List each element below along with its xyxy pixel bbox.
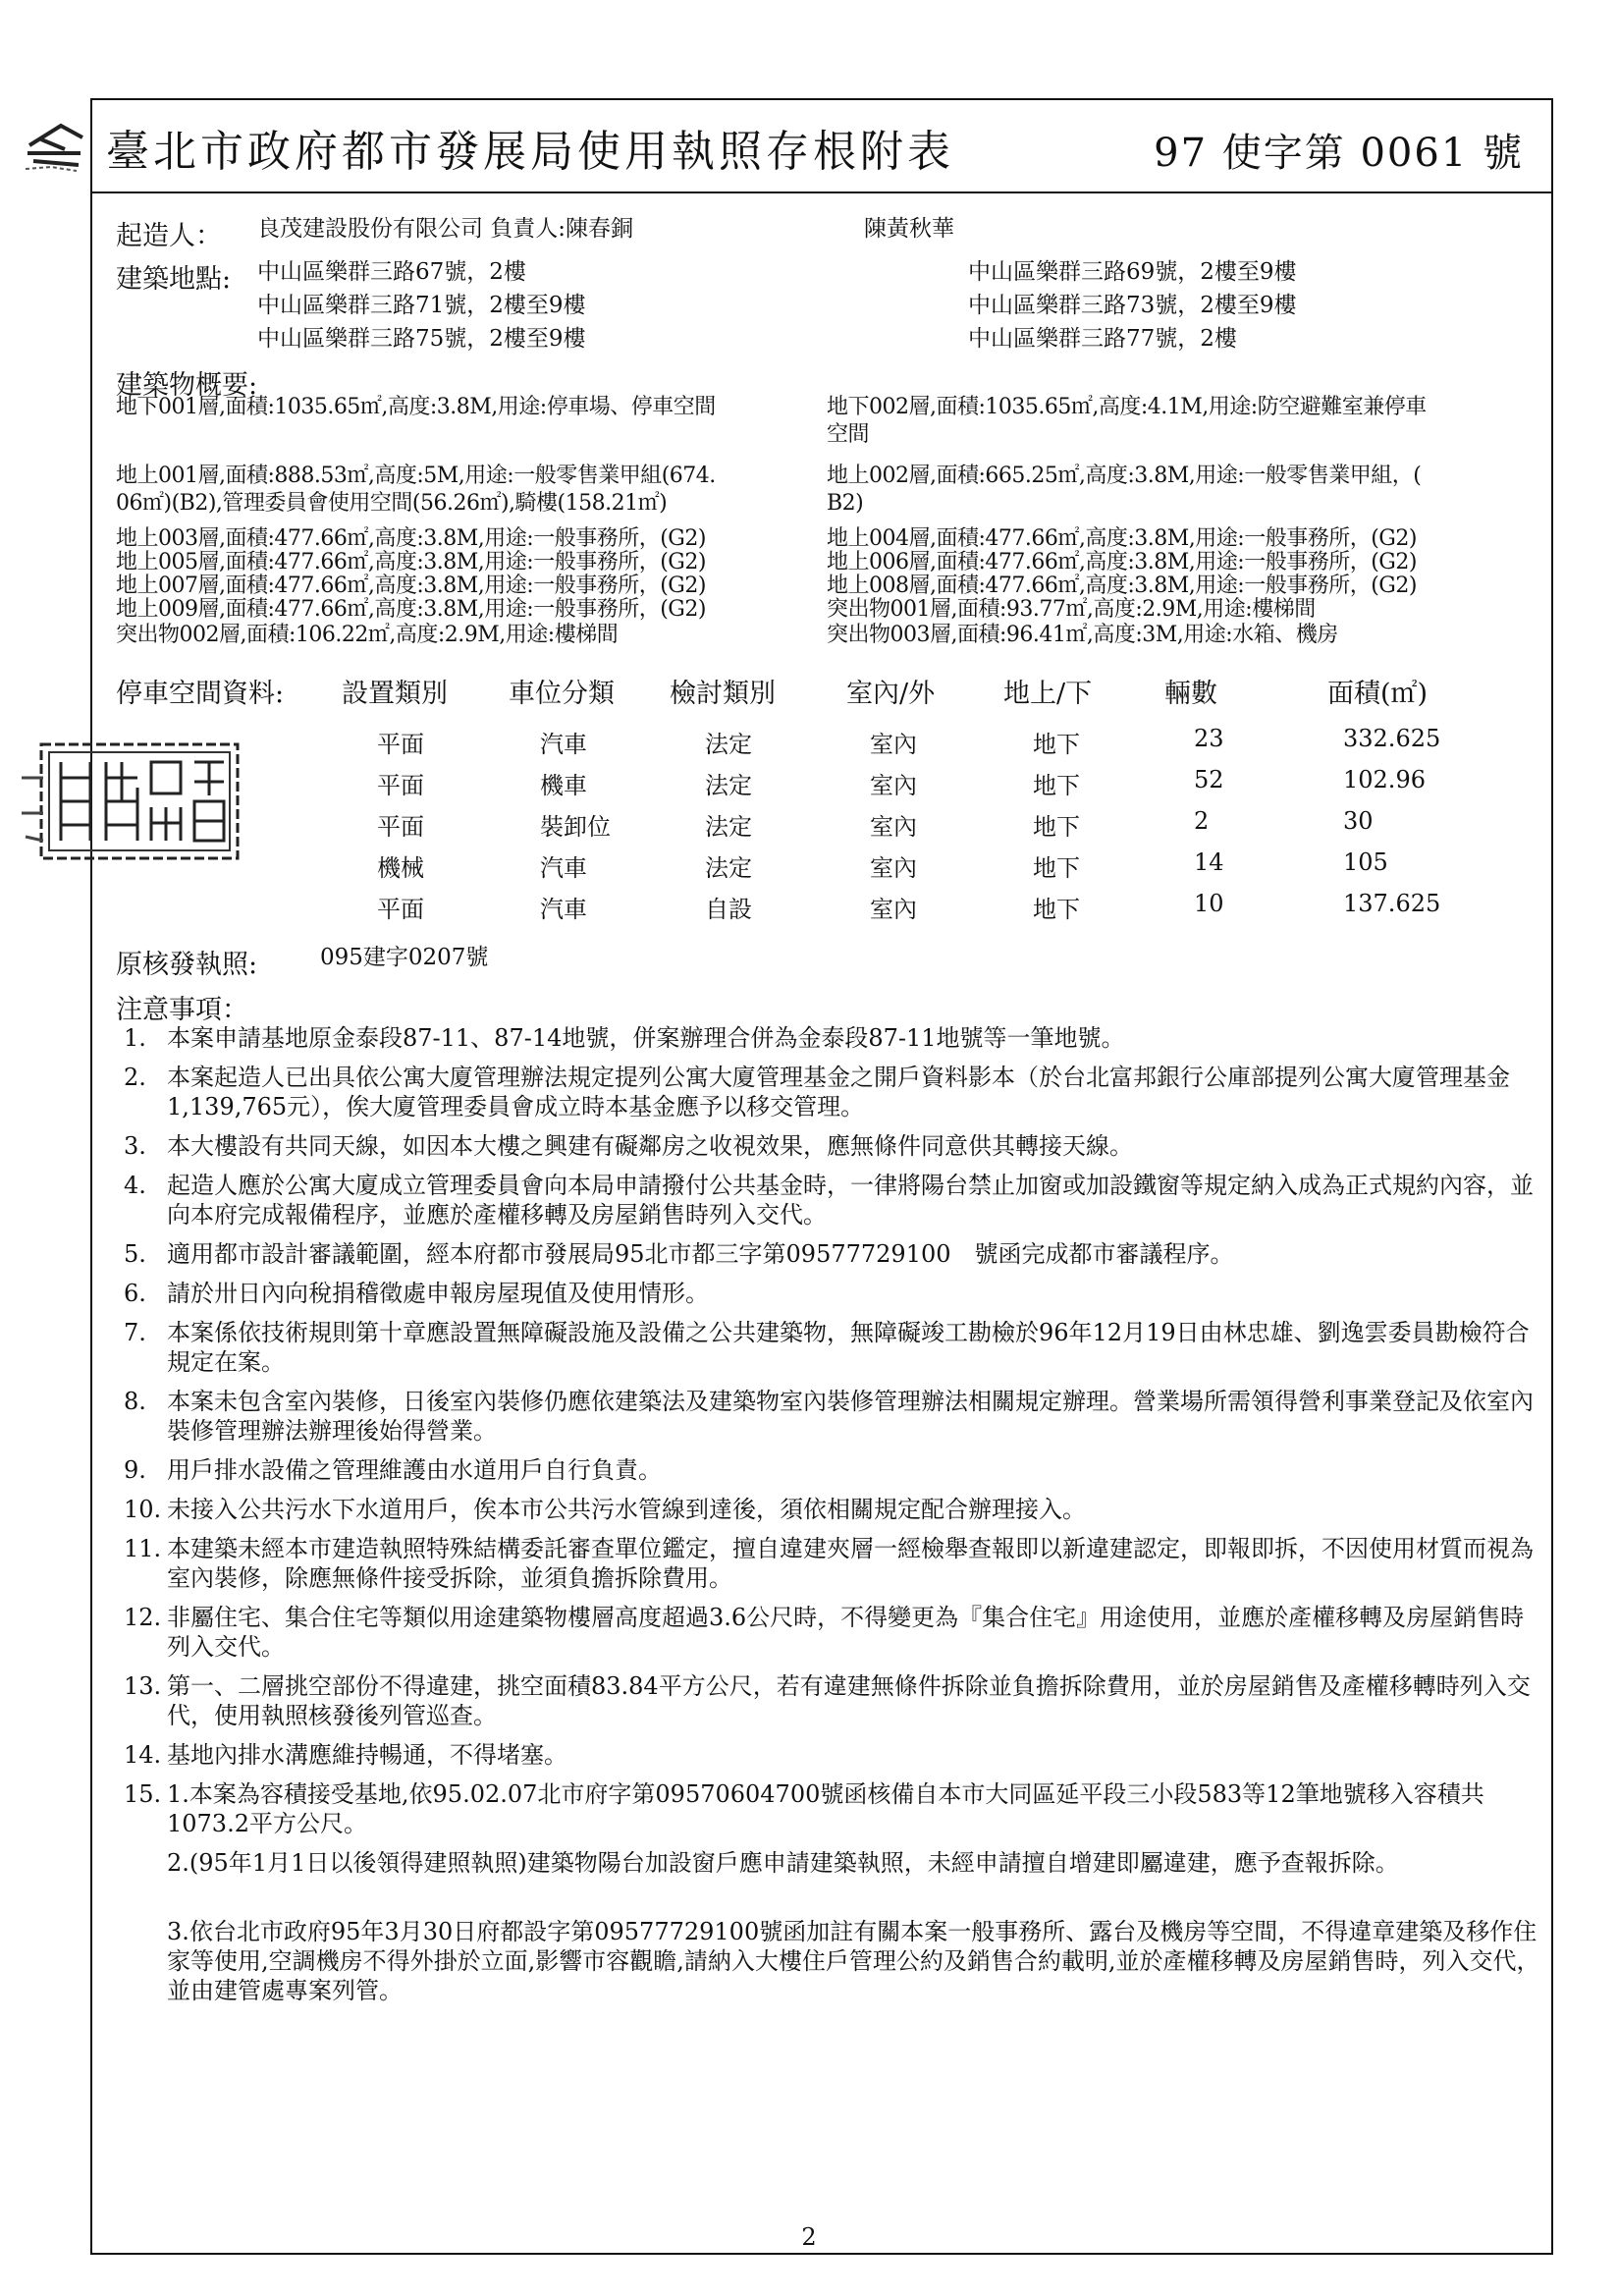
note-15-sub-2: 2.(95年1月1日以後領得建照執照)建築物陽台加設窗戶應申請建築執照，未經申請擅自增建即屬違建，應予查報拆除。	[167, 1849, 1399, 1877]
note-15-sub-3: 3.依台北市政府95年3月30日府都設字第09577729100號函加註有關本案一般事務所、露台及機房等空間，不得違章建築及移作住家等使用,空調機房不得外掛於立面,影響市容觀瞻,請納入大樓住戶管理公約及銷售合約載明,並於產權移轉及房屋銷售時，列入交代，並由建管處專案列管。	[167, 1918, 1540, 2004]
parking-cell: 法定	[705, 772, 752, 799]
parking-cell: 332.625	[1343, 725, 1441, 752]
note-text: 第一、二層挑空部份不得違建，挑空面積83.84平方公尺，若有違建無條件拆除並負擔拆除費用，並於房屋銷售及產權移轉時列入交代，使用執照核發後列管巡查。	[167, 1672, 1531, 1729]
parking-cell: 室內	[870, 813, 917, 841]
roof-3: 突出物003層,面積:96.41㎡,高度:3M,用途:水箱、機房	[827, 623, 1338, 647]
note-number: 14.	[124, 1741, 162, 1769]
note-text: 1.本案為容積接受基地,依95.02.07北市府字第09570604700號函核備自本市大同區延平段三小段583等12筆地號移入容積共1073.2平方公尺。	[167, 1780, 1484, 1837]
overview-label: 建築物概要:	[116, 370, 258, 401]
parking-cell: 汽車	[540, 731, 587, 758]
roof-1: 突出物001層,面積:93.77㎡,高度:2.9M,用途:樓梯間	[827, 597, 1316, 622]
parking-cell: 10	[1194, 890, 1224, 917]
note-text: 本案起造人已出具依公寓大廈管理辦法規定提列公寓大廈管理基金之開戶資料影本（於台北富邦銀行公庫部提列公寓大廈管理基金1,139,765元），俟大廈管理委員會成立時本基金應予以移交管理。	[167, 1064, 1510, 1121]
site-address: 中山區樂群三路73號，2樓至9樓	[968, 293, 1297, 318]
note-text: 本建築未經本市建造執照特殊結構委託審查單位鑑定，擅自違建夾層一經檢舉查報即以新違建認定，即報即拆，不因使用材質而視為室內裝修，除應無條件接受拆除，並須負擔拆除費用。	[167, 1535, 1534, 1592]
parking-cell: 30	[1343, 807, 1374, 835]
parking-header: 地上/下	[1003, 679, 1093, 709]
parking-cell: 法定	[705, 854, 752, 882]
floor-2-cont: B2)	[827, 491, 864, 516]
note-text: 本大樓設有共同天線，如因本大樓之興建有礙鄰房之收視效果，應無條件同意供其轉接天線。	[167, 1132, 1133, 1160]
parking-cell: 平面	[377, 896, 424, 923]
parking-cell: 汽車	[540, 854, 587, 882]
parking-cell: 汽車	[540, 896, 587, 923]
note-number: 15.	[124, 1780, 162, 1808]
parking-header: 設置類別	[342, 679, 448, 709]
note-number: 9.	[124, 1456, 146, 1484]
floor-b2: 地下002層,面積:1035.65㎡,高度:4.1M,用途:防空避難室兼停車	[827, 395, 1427, 419]
floor-5: 地上005層,面積:477.66㎡,高度:3.8M,用途:一般事務所，(G2)	[116, 550, 706, 574]
note-text: 本案申請基地原金泰段87-11、87-14地號，併案辦理合併為金泰段87-11地號等一筆地號。	[167, 1024, 1125, 1052]
floor-8: 地上008層,面積:477.66㎡,高度:3.8M,用途:一般事務所，(G2)	[827, 574, 1417, 598]
note-text: 起造人應於公寓大廈成立管理委員會向本局申請撥付公共基金時，一律將陽台禁止加窗或加設鐵窗等規定納入成為正式規約內容，並向本府完成報備程序，並應於產權移轉及房屋銷售時列入交代。	[167, 1172, 1534, 1229]
parking-cell: 室內	[870, 854, 917, 882]
parking-cell: 地下	[1033, 731, 1080, 758]
parking-cell: 地下	[1033, 896, 1080, 923]
original-permit-label: 原核發執照:	[116, 950, 258, 980]
note-text: 基地內排水溝應維持暢通，不得堵塞。	[167, 1741, 567, 1769]
parking-cell: 室內	[870, 772, 917, 799]
parking-cell: 23	[1194, 725, 1224, 752]
note-number: 7.	[124, 1319, 146, 1346]
parking-cell: 14	[1194, 848, 1224, 876]
parking-cell: 52	[1194, 766, 1224, 793]
parking-cell: 裝卸位	[540, 813, 611, 841]
page-title: 臺北市政府都市發展局使用執照存根附表	[106, 127, 954, 177]
note-number: 2.	[124, 1064, 146, 1091]
note-number: 6.	[124, 1280, 146, 1307]
parking-cell: 平面	[377, 731, 424, 758]
applicant-label: 起造人：	[116, 221, 222, 251]
roof-2: 突出物002層,面積:106.22㎡,高度:2.9M,用途:樓梯間	[116, 623, 619, 647]
note-number: 11.	[124, 1535, 162, 1562]
note-number: 10.	[124, 1496, 162, 1523]
floor-9: 地上009層,面積:477.66㎡,高度:3.8M,用途:一般事務所，(G2)	[116, 597, 706, 622]
parking-cell: 自設	[705, 896, 752, 923]
parking-cell: 地下	[1033, 813, 1080, 841]
parking-cell: 105	[1343, 848, 1388, 876]
official-seal-stamp-icon	[22, 738, 247, 864]
floor-b2-cont: 空間	[827, 422, 870, 447]
note-text: 非屬住宅、集合住宅等類似用途建築物樓層高度超過3.6公尺時，不得變更為『集合住宅』用途使用，並應於產權移轉及房屋銷售時列入交代。	[167, 1604, 1525, 1661]
parking-cell: 平面	[377, 813, 424, 841]
floor-1: 地上001層,面積:888.53㎡,高度:5M,用途:一般零售業甲組(674.	[116, 464, 716, 488]
floor-6: 地上006層,面積:477.66㎡,高度:3.8M,用途:一般事務所，(G2)	[827, 550, 1417, 574]
note-text: 適用都市設計審議範圍，經本府都市發展局95北市都三字第09577729100 號函完成都市審議程序。	[167, 1240, 1234, 1268]
page-number: 2	[801, 2223, 817, 2251]
note-number: 3.	[124, 1132, 146, 1160]
parking-cell: 地下	[1033, 772, 1080, 799]
note-number: 4.	[124, 1172, 146, 1199]
original-permit-value: 095建字0207號	[320, 945, 489, 970]
scan-mark-icon	[22, 116, 90, 175]
applicant-value: 良茂建設股份有限公司 負責人:陳春銅	[257, 216, 634, 242]
site-address: 中山區樂群三路77號，2樓	[968, 326, 1237, 352]
floor-4: 地上004層,面積:477.66㎡,高度:3.8M,用途:一般事務所，(G2)	[827, 526, 1417, 551]
note-text: 請於卅日內向稅捐稽徵處申報房屋現值及使用情形。	[167, 1280, 709, 1307]
parking-header: 檢討類別	[670, 679, 776, 709]
note-number: 12.	[124, 1604, 162, 1631]
site-address: 中山區樂群三路67號，2樓	[257, 259, 526, 285]
note-number: 13.	[124, 1672, 162, 1700]
parking-cell: 室內	[870, 731, 917, 758]
note-text: 未接入公共污水下水道用戶，俟本市公共污水管線到達後，須依相關規定配合辦理接入。	[167, 1496, 1086, 1523]
parking-header: 輛數	[1164, 679, 1217, 709]
site-address: 中山區樂群三路71號，2樓至9樓	[257, 293, 586, 318]
floor-7: 地上007層,面積:477.66㎡,高度:3.8M,用途:一般事務所，(G2)	[116, 574, 706, 598]
notes-label: 注意事項：	[116, 995, 248, 1025]
parking-cell: 機車	[540, 772, 587, 799]
parking-header: 車位分類	[509, 679, 615, 709]
parking-cell: 地下	[1033, 854, 1080, 882]
floor-b1: 地下001層,面積:1035.65㎡,高度:3.8M,用途:停車場、停車空間	[116, 395, 716, 419]
parking-cell: 平面	[377, 772, 424, 799]
parking-cell: 2	[1194, 807, 1210, 835]
parking-header: 室內/外	[846, 679, 936, 709]
note-text: 本案未包含室內裝修，日後室內裝修仍應依建築法及建築物室內裝修管理辦法相關規定辦理。營業場所需領得營利事業登記及依室內裝修管理辦法辦理後始得營業。	[167, 1388, 1534, 1445]
parking-header: 面積(㎡)	[1327, 679, 1429, 709]
floor-1-cont: 06㎡)(B2),管理委員會使用空間(56.26㎡),騎樓(158.21㎡)	[116, 491, 668, 516]
site-address: 中山區樂群三路75號，2樓至9樓	[257, 326, 586, 352]
floor-2: 地上002層,面積:665.25㎡,高度:3.8M,用途:一般零售業甲組，(	[827, 464, 1422, 488]
note-number: 1.	[124, 1024, 146, 1052]
parking-cell: 室內	[870, 896, 917, 923]
site-label: 建築地點:	[116, 264, 232, 295]
parking-cell: 法定	[705, 813, 752, 841]
floor-3: 地上003層,面積:477.66㎡,高度:3.8M,用途:一般事務所，(G2)	[116, 526, 706, 551]
note-number: 5.	[124, 1240, 146, 1268]
parking-cell: 102.96	[1343, 766, 1426, 793]
header-divider	[90, 191, 1553, 193]
permit-number: 97 使字第 0061 號	[1154, 131, 1524, 176]
parking-cell: 法定	[705, 731, 752, 758]
parking-cell: 機械	[377, 854, 424, 882]
applicant-value-2: 陳黃秋華	[864, 216, 954, 242]
parking-cell: 137.625	[1343, 890, 1441, 917]
note-number: 8.	[124, 1388, 146, 1415]
site-address: 中山區樂群三路69號，2樓至9樓	[968, 259, 1297, 285]
parking-label: 停車空間資料:	[116, 679, 285, 709]
note-text: 用戶排水設備之管理維護由水道用戶自行負責。	[167, 1456, 662, 1484]
note-text: 本案係依技術規則第十章應設置無障礙設施及設備之公共建築物，無障礙竣工勘檢於96年12月19日由林忠雄、劉逸雲委員勘檢符合規定在案。	[167, 1319, 1530, 1376]
